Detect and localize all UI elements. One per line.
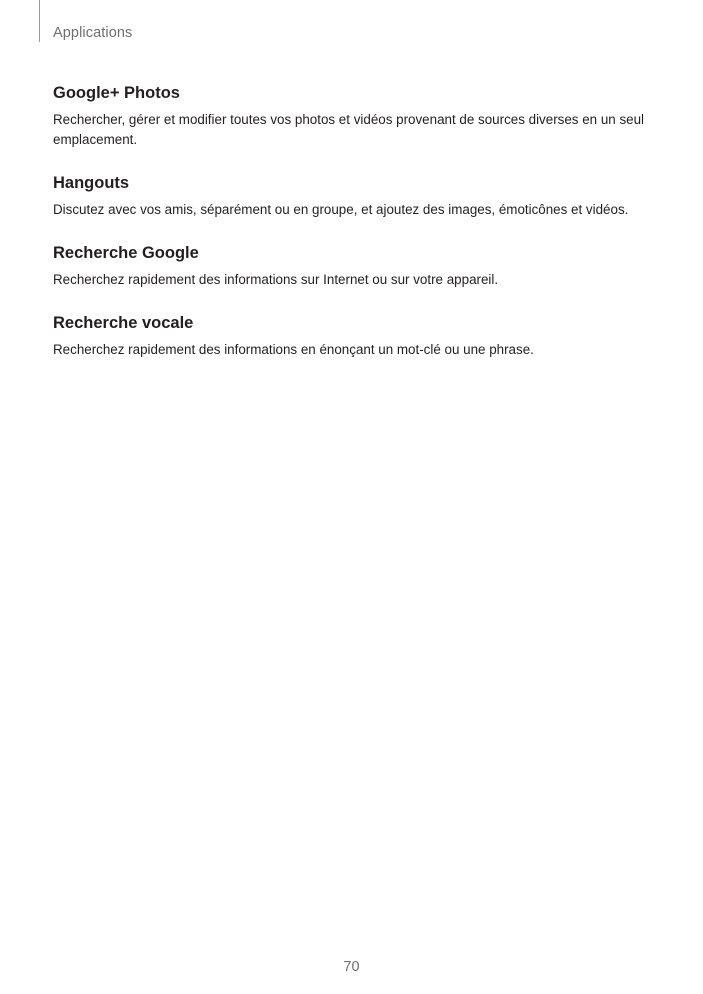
header-divider bbox=[39, 0, 40, 42]
section-recherche-vocale bbox=[53, 312, 653, 360]
section-title: Hangouts bbox=[53, 174, 130, 192]
section-description: Recherchez rapidement des informations sur Internet ou sur votre appareil. bbox=[53, 272, 499, 287]
section-recherche-google bbox=[53, 242, 653, 290]
section-title: Google+ Photos bbox=[53, 84, 180, 102]
section-title: Recherche vocale bbox=[53, 314, 194, 332]
section-description: Discutez avec vos amis, séparément ou en groupe, et ajoutez des images, émoticônes et vidéos. bbox=[53, 202, 629, 217]
section-description: Recherchez rapidement des informations en énonçant un mot-clé ou une phrase. bbox=[53, 342, 534, 357]
page-number: 70 bbox=[343, 959, 360, 975]
running-header: Applications bbox=[53, 25, 133, 41]
section-hangouts bbox=[53, 172, 653, 220]
section-title: Recherche Google bbox=[53, 244, 199, 262]
section-google-photos bbox=[53, 82, 653, 150]
page-content bbox=[53, 82, 653, 360]
section-description: Rechercher, gérer et modifier toutes vos photos et vidéos provenant de sources diverses en un seul emplacement. bbox=[53, 112, 645, 147]
